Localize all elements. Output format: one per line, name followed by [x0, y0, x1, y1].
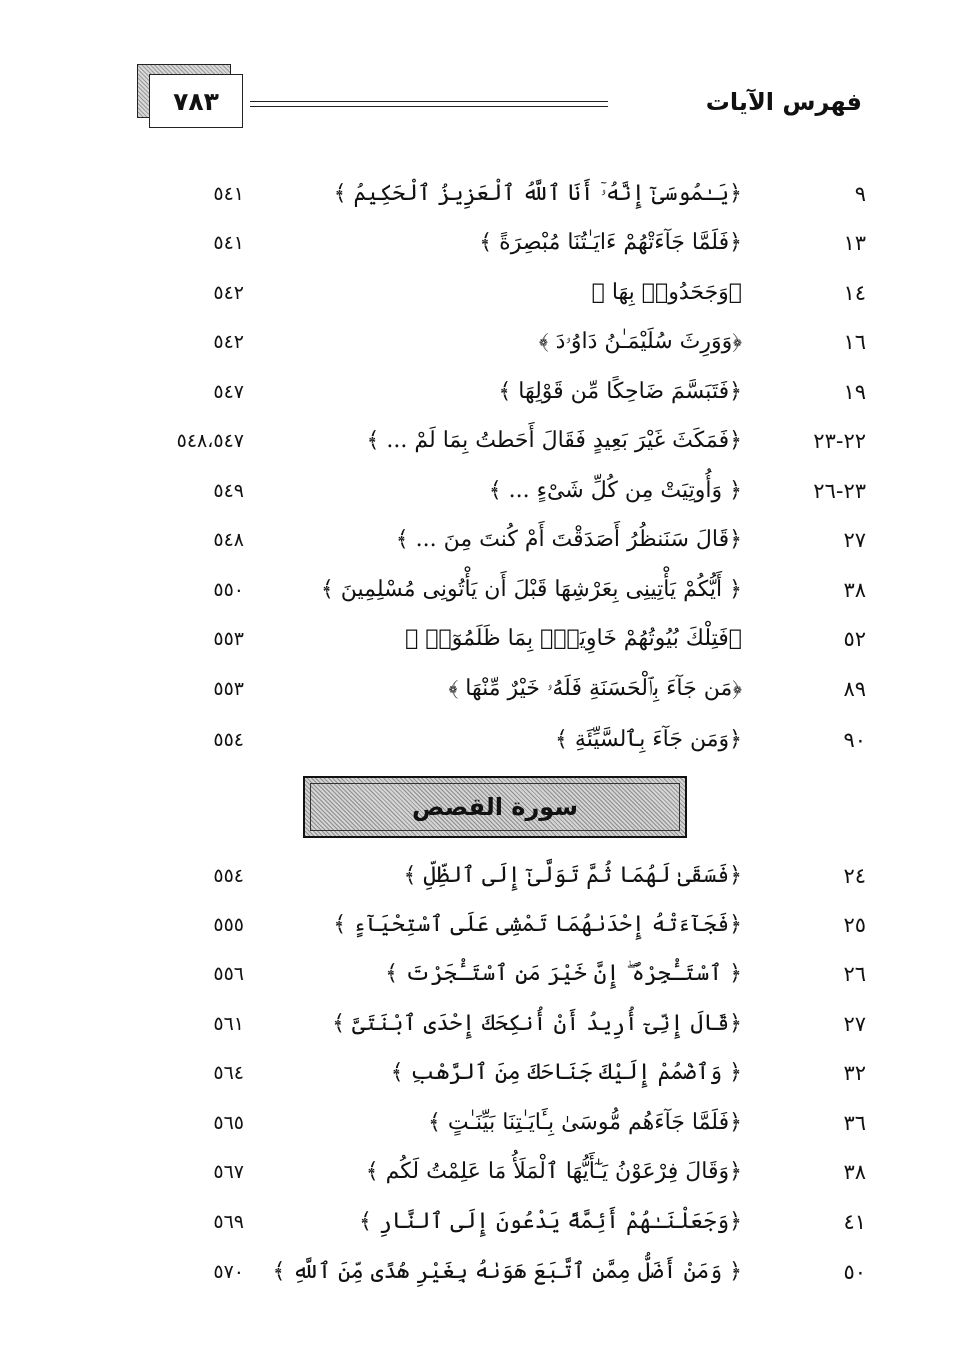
page-reference: ٥٤٨،٥٤٧ — [176, 430, 244, 452]
verse-text: ﴿قَالَ سَنَنظُرُ أَصَدَقْتَ أَمْ كُنتَ مِنَ ... ﴾ — [395, 527, 742, 552]
verse-text: ﴿فَتَبَسَّمَ ضَاحِكًا مِّن قَوْلِهَا ﴾ — [498, 379, 742, 404]
index-row — [0, 1051, 954, 1095]
verse-number: ٢٧ — [843, 1012, 866, 1036]
verse-text: ﴿وَوَرِثَ سُلَيْمَـٰنُ دَاوُۥدَ ﴾ — [538, 329, 742, 354]
verse-number: ٨٩ — [843, 677, 866, 701]
surah-heading-box — [303, 776, 687, 838]
verse-text: ﴿ وَأُوتِيَتْ مِن كُلِّ شَىْءٍ ... ﴾ — [488, 478, 742, 503]
index-row — [0, 1200, 954, 1244]
verse-text: ﴿فَلَمَّا جَآءَهُم مُّوسَىٰ بِـَٔايَـٰتِنَا بَيِّنَـٰتٍ ﴾ — [427, 1110, 742, 1135]
page-reference: ٥٦٩ — [213, 1211, 244, 1233]
verse-text: ﴿وَمَن جَآءَ بِٱلسَّيِّئَةِ ﴾ — [555, 727, 742, 752]
verse-number: ٣٨ — [843, 1160, 866, 1184]
verse-number: ٣٢ — [843, 1061, 866, 1085]
verse-number: ٩٠ — [843, 728, 866, 752]
page-reference: ٥٥٣ — [213, 628, 244, 650]
verse-text: ﴿ وَٱضْمُمْ إِلَيْكَ جَنَاحَكَ مِنَ ٱلرَّهْبِ ﴾ — [390, 1060, 742, 1085]
index-row — [0, 617, 954, 661]
surah-title: سورة القصص — [412, 793, 578, 821]
index-row — [0, 718, 954, 762]
verse-number: ١٦ — [843, 330, 866, 354]
verse-number: ٢٥ — [843, 913, 866, 937]
verse-text: ﴿فَسَقَىٰ لَهُمَا ثُمَّ تَوَلَّىٰٓ إِلَى ٱلظِّلِّ ﴾ — [403, 863, 742, 888]
page-reference: ٥٧٠ — [213, 1261, 244, 1283]
verse-number: ٢٣-٢٦ — [813, 479, 866, 503]
verse-text: ﴿فَجَآءَتْهُ إِحْدَىٰهُمَا تَمْشِى عَلَى ٱسْتِحْيَآءٍ ﴾ — [333, 912, 742, 937]
page-reference: ٥٤٧ — [213, 381, 244, 403]
page-reference: ٥٥٠ — [213, 579, 244, 601]
verse-text: ﴿ ٱسْتَـْٔجِرْهُ ۖ إِنَّ خَيْرَ مَنِ ٱسْتَـْٔجَرْتَ ﴾ — [385, 961, 742, 986]
verse-text: ﴿وَجَعَلْنَـٰهُمْ أَئِمَّةً يَدْعُونَ إِلَى ٱلنَّارِ ﴾ — [358, 1209, 742, 1234]
index-row — [0, 667, 954, 711]
page-reference: ٥٦٧ — [213, 1161, 244, 1183]
index-row — [0, 469, 954, 513]
index-row — [0, 419, 954, 463]
index-row — [0, 1150, 954, 1194]
page-reference: ٥٥٦ — [213, 963, 244, 985]
verse-number: ١٣ — [843, 231, 866, 255]
page-number: ٧٨٣ — [149, 74, 243, 128]
page-reference: ٥٦١ — [213, 1013, 244, 1035]
index-row — [0, 568, 954, 612]
verse-text: ﴿ وَمَنْ أَضَلُّ مِمَّنِ ٱتَّبَعَ هَوَىٰهُ بِغَيْرِ هُدًى مِّنَ ٱللَّهِ ﴾ — [272, 1259, 742, 1284]
surah-heading-inner — [310, 783, 680, 831]
verse-text: ﴿يَـٰمُوسَىٰٓ إِنَّهُۥٓ أَنَا ٱللَّهُ ٱلْعَزِيزُ ٱلْحَكِيمُ ﴾ — [333, 181, 742, 206]
index-row — [0, 518, 954, 562]
index-row — [0, 370, 954, 414]
verse-number: ٢٤ — [843, 864, 866, 888]
index-row — [0, 221, 954, 265]
verse-text: ﴿فَمَكَثَ غَيْرَ بَعِيدٍ فَقَالَ أَحَطتُ بِمَا لَمْ ... ﴾ — [366, 428, 742, 453]
verse-text: ﴿فَلَمَّا جَآءَتْهُمْ ءَايَـٰتُنَا مُبْصِرَةً ﴾ — [479, 230, 742, 255]
verse-number: ٣٦ — [843, 1111, 866, 1135]
verse-number: ٢٦ — [843, 962, 866, 986]
page-reference: ٥٥٤ — [213, 729, 244, 751]
verse-number: ١٤ — [843, 281, 866, 305]
index-row — [0, 1101, 954, 1145]
verse-text: ﴿مَن جَآءَ بِٱلْحَسَنَةِ فَلَهُۥ خَيْرٌ مِّنْهَا ﴾ — [448, 676, 742, 701]
page-reference: ٥٦٥ — [213, 1112, 244, 1134]
index-row — [0, 854, 954, 898]
index-row — [0, 903, 954, 947]
verse-number: ٢٧ — [843, 528, 866, 552]
verse-number: ٣٨ — [843, 578, 866, 602]
index-row — [0, 172, 954, 216]
page-reference: ٥٤٢ — [213, 282, 244, 304]
verse-text: ﴿وَجَحَدُوا۟ بِهَا ﴾ — [591, 280, 742, 305]
index-row — [0, 271, 954, 315]
verse-number: ٤١ — [843, 1210, 866, 1234]
page-reference: ٥٥٥ — [213, 914, 244, 936]
verse-number: ٥٠ — [843, 1260, 866, 1284]
verse-text: ﴿قَالَ إِنِّىٓ أُرِيدُ أَنْ أُنكِحَكَ إِحْدَى ٱبْنَتَىَّ ﴾ — [332, 1011, 742, 1036]
verse-text: ﴿ أَيُّكُمْ يَأْتِينِى بِعَرْشِهَا قَبْلَ أَن يَأْتُونِى مُسْلِمِينَ ﴾ — [320, 577, 742, 602]
page-reference: ٥٥٤ — [213, 865, 244, 887]
index-row — [0, 1002, 954, 1046]
verse-text: ﴿وَقَالَ فِرْعَوْنُ يَـٰٓأَيُّهَا ٱلْمَلَأُ مَا عَلِمْتُ لَكُم ﴾ — [365, 1159, 742, 1184]
index-row — [0, 1250, 954, 1294]
verse-number: ٥٢ — [843, 627, 866, 651]
verse-text: ﴿فَتِلْكَ بُيُوتُهُمْ خَاوِيَةًۢ بِمَا ظَلَمُوٓا۟ ﴾ — [405, 626, 742, 651]
verse-number: ١٩ — [843, 380, 866, 404]
verse-number: ٢٢-٢٣ — [813, 429, 866, 453]
page-reference: ٥٤٢ — [213, 331, 244, 353]
page-reference: ٥٤١ — [213, 232, 244, 254]
page-reference: ٥٤١ — [213, 183, 244, 205]
verse-number: ٩ — [854, 182, 866, 206]
index-row — [0, 952, 954, 996]
page-reference: ٥٤٨ — [213, 529, 244, 551]
page-reference: ٥٤٩ — [213, 480, 244, 502]
index-row — [0, 320, 954, 364]
page-reference: ٥٦٤ — [213, 1062, 244, 1084]
page-reference: ٥٥٣ — [213, 678, 244, 700]
page-title: فهرس الآيات — [705, 88, 862, 116]
